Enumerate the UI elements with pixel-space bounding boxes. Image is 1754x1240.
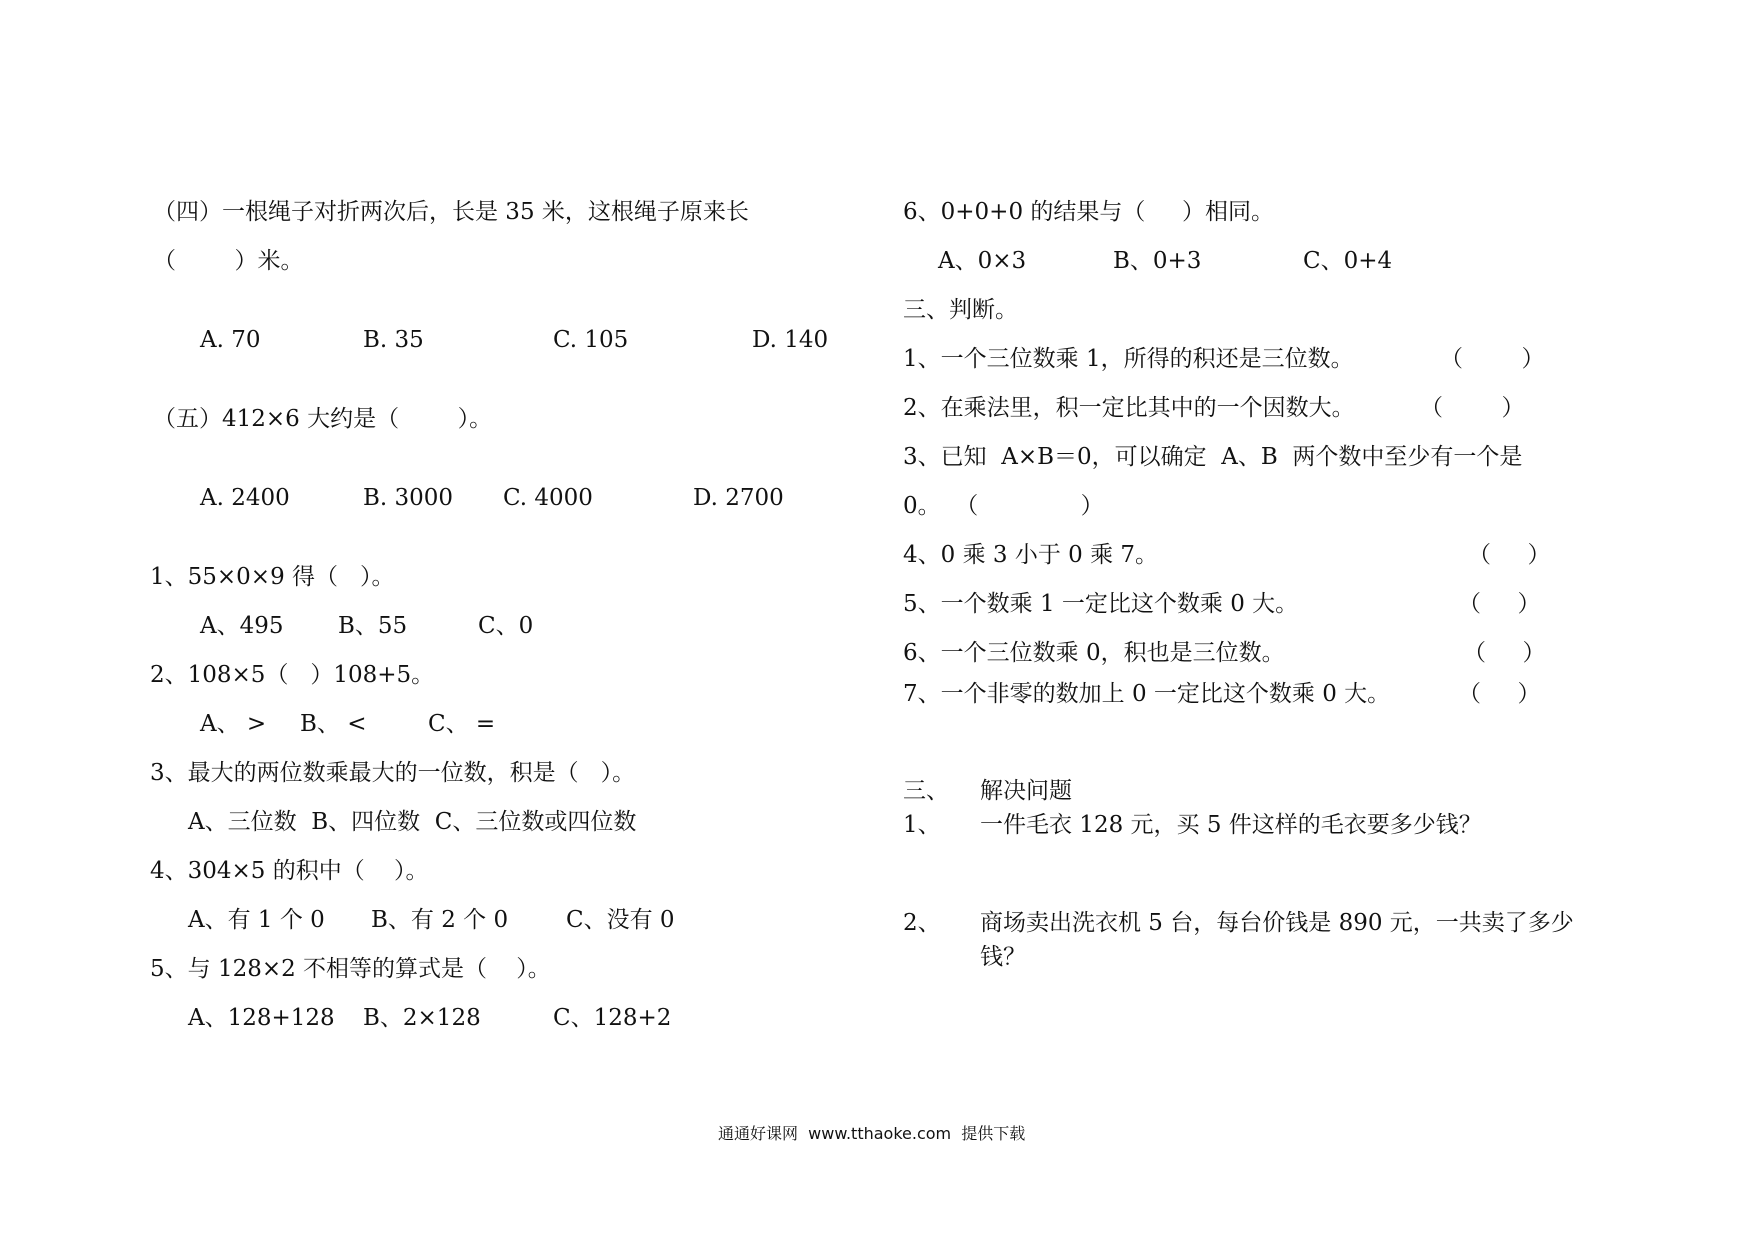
solve-item-2-line2: 钱？ (980, 944, 1026, 970)
item1-question: 1、55×0×9 得（ ）。 (150, 564, 395, 590)
solve-item-2-num: 2、 (903, 910, 941, 936)
judge-item-6: 6、一个三位数乘 0，积也是三位数。 (903, 640, 1285, 666)
judge-item-1: 1、一个三位数乘 1，所得的积还是三位数。 (903, 346, 1354, 372)
judge-item-2: 2、在乘法里，积一定比其中的一个因数大。 (903, 395, 1355, 421)
q4-option-b: B. 35 (363, 327, 424, 353)
q4-line1: （四）一根绳子对折两次后，长是 35 米，这根绳子原来长 (153, 199, 749, 225)
solve-item-2-line1: 商场卖出洗衣机 5 台，每台价钱是 890 元，一共卖了多少 (980, 910, 1574, 936)
item2-option-c: C、 = (428, 711, 496, 737)
item4-option-c: C、没有 0 (566, 907, 675, 933)
q4-option-c: C. 105 (553, 327, 629, 353)
judge-item-6-blank: （ ） (1463, 640, 1546, 666)
item4-question: 4、304×5 的积中（ ）。 (150, 858, 429, 884)
q5-option-c: C. 4000 (503, 485, 593, 511)
q6-option-a: A、0×3 (938, 248, 1027, 274)
item1-option-c: C、0 (478, 613, 534, 639)
judge-heading: 三、判断。 (903, 297, 1018, 323)
item1-option-a: A、495 (200, 613, 284, 639)
q6-option-b: B、0+3 (1113, 248, 1202, 274)
judge-item-1-blank: （ ） (1440, 346, 1545, 372)
solve-heading-text: 解决问题 (980, 778, 1072, 804)
item3-options: A、三位数 B、四位数 C、三位数或四位数 (188, 809, 637, 835)
judge-item-3-line2: 0。 （ ） (903, 493, 1104, 519)
q6-option-c: C、0+4 (1303, 248, 1393, 274)
judge-item-7-blank: （ ） (1458, 681, 1541, 707)
q5-option-a: A. 2400 (200, 485, 290, 511)
judge-item-2-blank: （ ） (1420, 395, 1525, 421)
item5-option-b: B、2×128 (363, 1005, 481, 1031)
judge-item-5-blank: （ ） (1458, 591, 1541, 617)
q5-line: （五）412×6 大约是（ ）。 (153, 406, 493, 432)
solve-item-1-num: 1、 (903, 812, 941, 838)
item5-question: 5、与 128×2 不相等的算式是（ ）。 (150, 956, 551, 982)
judge-item-4-blank: （ ） (1468, 542, 1551, 568)
q6-line: 6、0+0+0 的结果与（ ）相同。 (903, 199, 1274, 225)
q4-option-a: A. 70 (200, 327, 261, 353)
footer-credit: 通通好课网 www.tthaoke.com 提供下载 (718, 1124, 1026, 1143)
q5-option-b: B. 3000 (363, 485, 454, 511)
solve-heading-num: 三、 (903, 778, 949, 804)
q4-line2: （ ）米。 (153, 248, 304, 274)
judge-item-7: 7、一个非零的数加上 0 一定比这个数乘 0 大。 (903, 681, 1391, 707)
item2-option-b: B、 < (300, 711, 367, 737)
solve-item-1-text: 一件毛衣 128 元，买 5 件这样的毛衣要多少钱？ (980, 812, 1482, 838)
item4-option-b: B、有 2 个 0 (371, 907, 509, 933)
item4-option-a: A、有 1 个 0 (188, 907, 325, 933)
judge-item-4: 4、0 乘 3 小于 0 乘 7。 (903, 542, 1159, 568)
item3-question: 3、最大的两位数乘最大的一位数，积是（ ）。 (150, 760, 636, 786)
judge-item-3-line1: 3、已知 A×B＝0，可以确定 A、B 两个数中至少有一个是 (903, 444, 1523, 470)
item5-option-a: A、128+128 (188, 1005, 335, 1031)
q4-option-d: D. 140 (752, 327, 829, 353)
q5-option-d: D. 2700 (693, 485, 784, 511)
item2-question: 2、108×5（ ）108+5。 (150, 662, 435, 688)
item1-option-b: B、55 (338, 613, 408, 639)
judge-item-5: 5、一个数乘 1 一定比这个数乘 0 大。 (903, 591, 1299, 617)
item5-option-c: C、128+2 (553, 1005, 672, 1031)
item2-option-a: A、 > (200, 711, 267, 737)
